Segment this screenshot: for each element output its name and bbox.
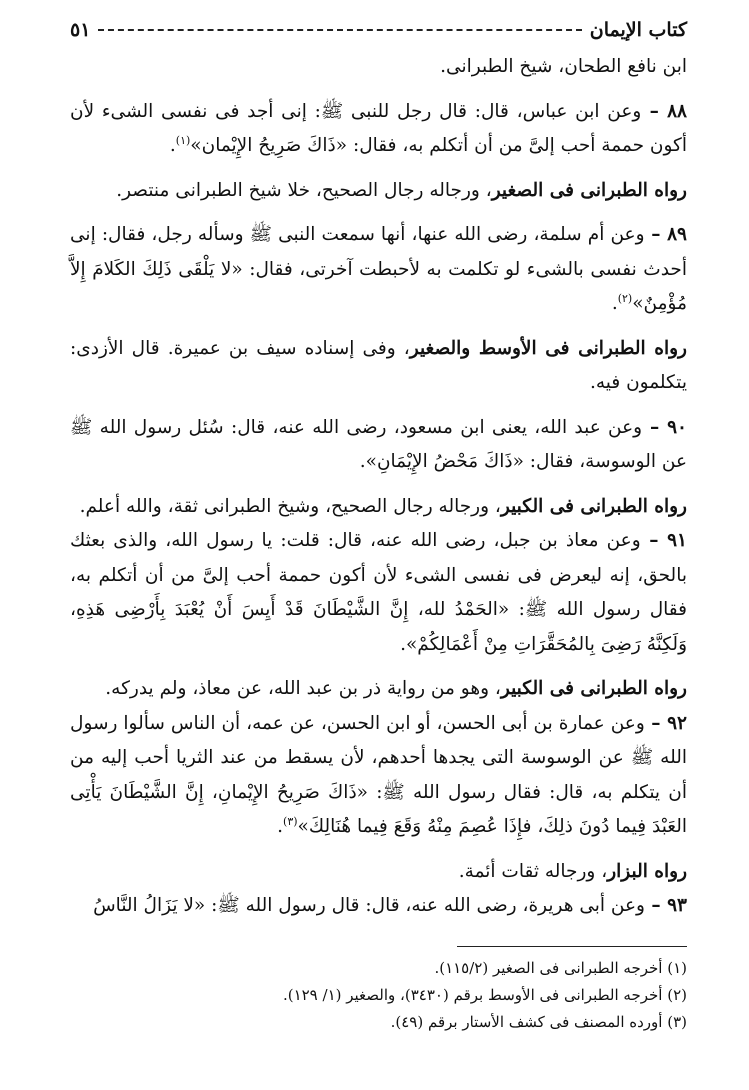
hadith-92: ٩٢ – وعن عمارة بن أبى الحسن، أو ابن الحسن، عن عمه، أن الناس سألوا رسول الله ﷺ عن الوسوسة التى يجدها أحدهم، لأن يسقط من عند الثريا أحب إليه من أن يتكلم به، قال: فقال رسول الله ﷺ: «ذَاكَ صَرِيحُ الإِيْمانِ، إِنَّ الشَّيْطَانَ يَأْتِى العَبْدَ فِيما دُونَ ذلِكَ، فإِذَا عُصِمَ مِنْهُ وَقَعَ فِيما هُنَالِكَ»$^{(٣)}$. (70, 712, 687, 837)
header-dashed-rule (98, 29, 581, 31)
footnote-1: (١) أخرجه الطبرانى فى الصغير (١١٥/٢). (434, 958, 687, 977)
source-title: رواه الطبرانى فى الكبير (500, 678, 687, 699)
footnote-marker: (٢) (617, 291, 633, 305)
source-91: رواه الطبرانى فى الكبير، وهو من رواية ذر بن عبد الله، عن معاذ، ولم يدركه. (105, 678, 687, 699)
source-92: رواه البزار، ورجاله ثقات أئمة. (458, 860, 687, 882)
hadith-number: ٩٣ – (644, 895, 687, 916)
footnote-divider (457, 946, 687, 947)
page-number: ٥١ (70, 19, 91, 41)
hadith-88: ٨٨ – وعن ابن عباس، قال: قال رجل للنبى ﷺ: إنى أجد فى نفسى الشىء لأن أكون حممة أحب إلىَّ من أن أتكلم به، فقال: «ذَاكَ صَرِيحُ الإِيْمان»$^{(١)}$. (70, 100, 687, 156)
hadith-number: ٩٢ – (644, 712, 687, 734)
source-89: رواه الطبرانى فى الأوسط والصغير، وفى إسناده سيف بن عميرة. قال الأزدى: يتكلمون فيه. (70, 337, 687, 393)
book-title: كتاب الإيمان (589, 19, 687, 41)
footnote-2: (٢) أخرجه الطبرانى فى الأوسط برقم (٣٤٣٠)، والصغير (١/ ١٢٩). (282, 985, 687, 1004)
footnote-3: (٣) أورده المصنف فى كشف الأستار برقم (٤٩). (390, 1012, 687, 1031)
footnote-marker: (٣) (283, 814, 298, 828)
hadith-91: ٩١ – وعن معاذ بن جبل، رضى الله عنه، قال: قلت: يا رسول الله، والذى بعثك بالحق، إنه ليعرض فى نفسى الشىء لأن أكون حممة أحب إلىَّ من أن أتكلم به، فقال رسول الله ﷺ: «الحَمْدُ لله، إِنَّ الشَّيْطَانَ قَدْ أَيِسَ أَنْ يُعْبَدَ بِأَرْضِى هَذِهِ، وَلَكِنَّهُ رَضِىَ بِالمُحَقَّرَاتِ مِنْ أَعْمَالِكُمْ». (70, 530, 687, 655)
paragraph-intro: ابن نافع الطحان، شيخ الطبرانى. (440, 56, 687, 77)
hadith-90: ٩٠ – وعن عبد الله، يعنى ابن مسعود، رضى الله عنه، قال: سُئل رسول الله ﷺ عن الوسوسة، فقال: «ذَاكَ مَحْضُ الإِيْمَانِ». (70, 416, 687, 472)
main-text (70, 50, 687, 924)
source-title: رواه البزار (607, 860, 687, 882)
hadith-number: ٨٨ – (641, 100, 687, 122)
source-90: رواه الطبرانى فى الكبير، ورجاله رجال الصحيح، وشيخ الطبرانى ثقة، والله أعلم. (79, 495, 687, 517)
source-title: رواه الطبرانى فى الصغير (491, 179, 687, 201)
source-title: رواه الطبرانى فى الكبير (500, 495, 687, 517)
source-88: رواه الطبرانى فى الصغير، ورجاله رجال الصحيح، خلا شيخ الطبرانى منتصر. (116, 179, 687, 201)
footnotes (70, 955, 687, 1036)
hadith-number: ٩١ – (640, 530, 687, 551)
running-header (70, 14, 687, 46)
hadith-number: ٩٠ – (642, 416, 687, 438)
hadith-89: ٨٩ – وعن أم سلمة، رضى الله عنها، أنها سمعت النبى ﷺ وسأله رجل، فقال: إنى أحدث نفسى بالشىء لو تكلمت به لأحبطت آخرتى، فقال: «لا يَلْقَى ذَلِكَ الكَلامَ إِلاَّ مُؤْمِنٌ»$^{(٢)}$. (70, 224, 687, 314)
hadith-number: ٨٩ – (644, 224, 687, 245)
footnote-marker: (١) (175, 133, 191, 147)
hadith-93: ٩٣ – وعن أبى هريرة، رضى الله عنه، قال: قال رسول الله ﷺ: «لا يَزَالُ النَّاسُ (93, 895, 687, 916)
source-title: رواه الطبرانى فى الأوسط والصغير (409, 337, 687, 359)
